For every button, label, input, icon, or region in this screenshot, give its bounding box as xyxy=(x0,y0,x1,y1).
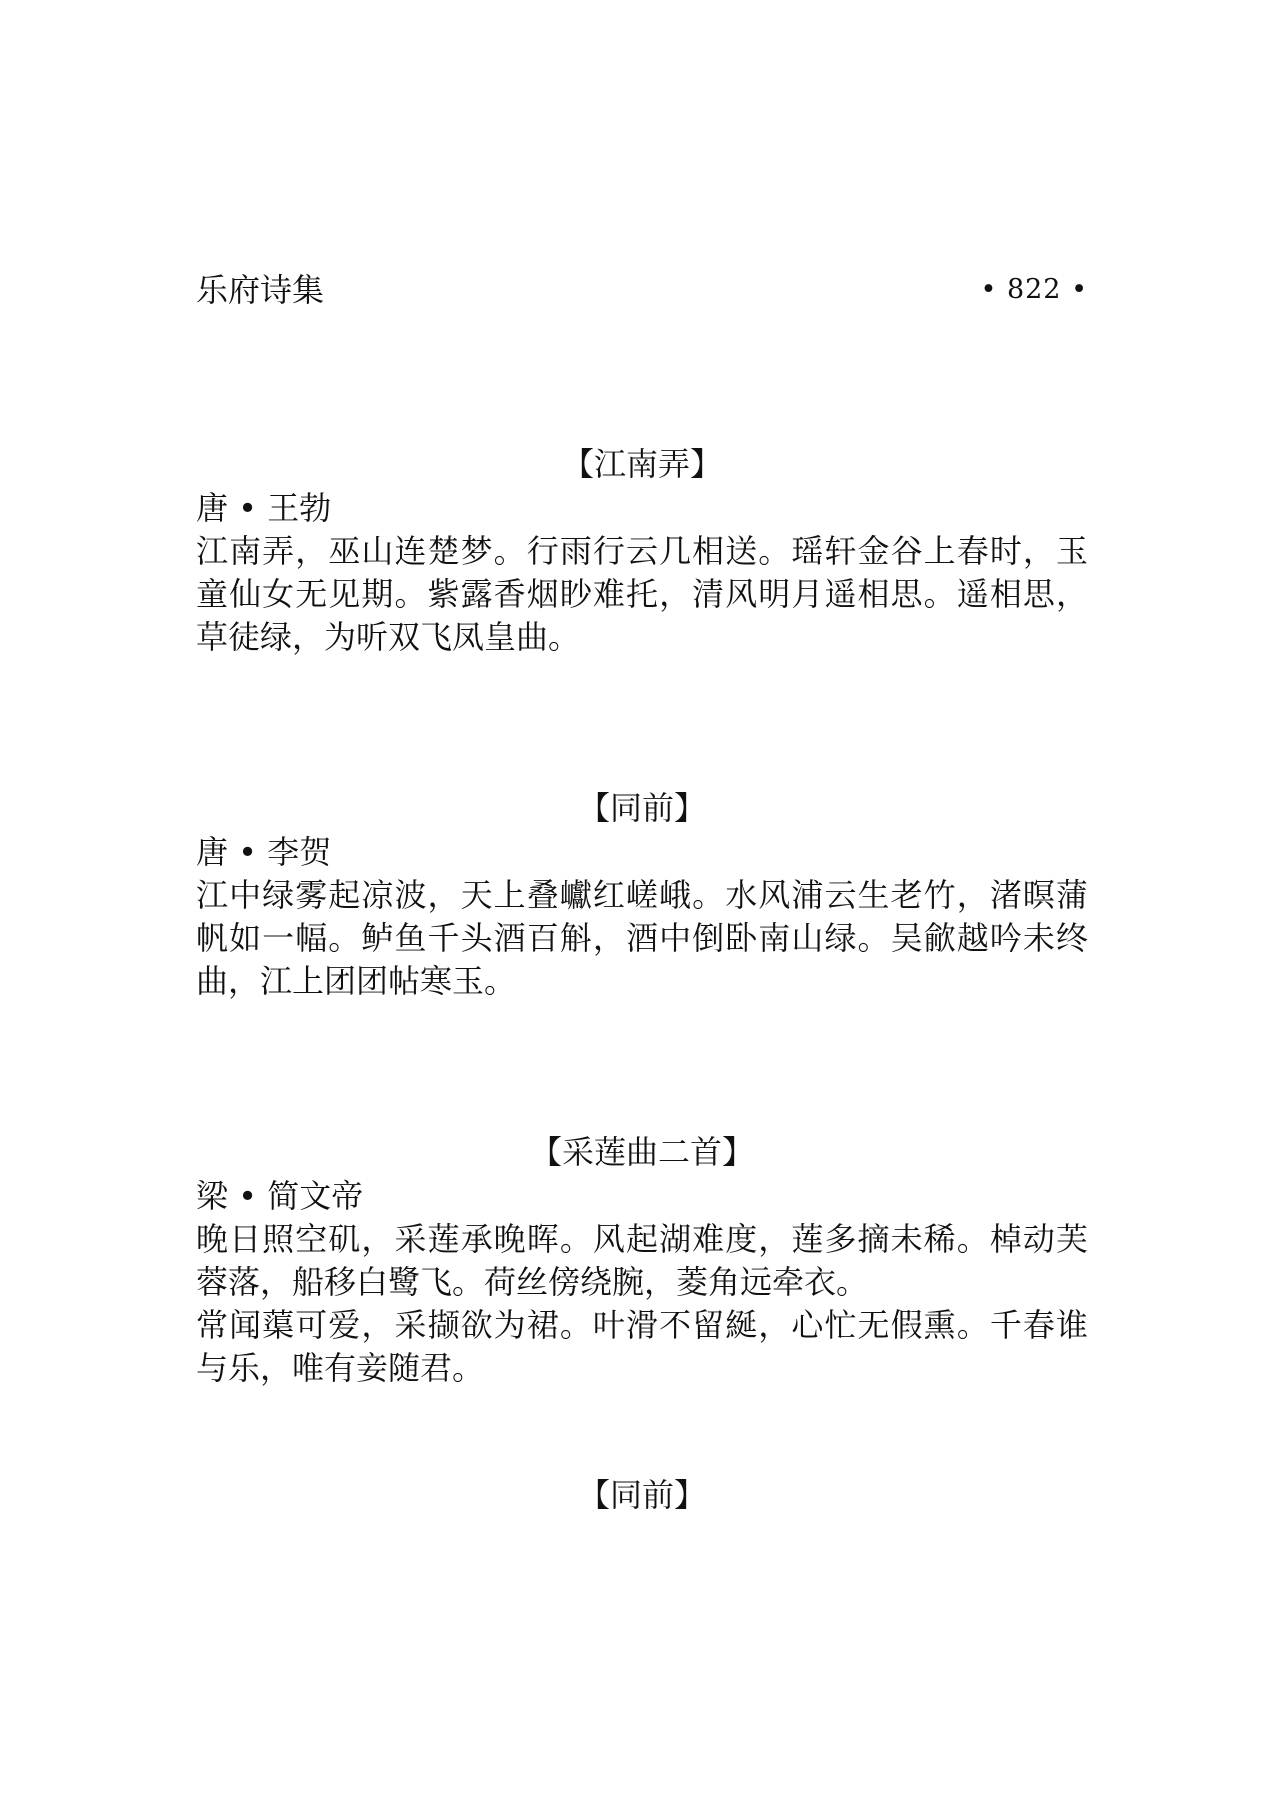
poem-author: 梁 • 简文帝 xyxy=(196,1177,364,1215)
poem-title: 【江南弄】 xyxy=(561,445,722,483)
poem-author: 唐 • 王勃 xyxy=(196,489,332,527)
poem-body xyxy=(196,874,1088,1003)
poem-paragraph: 江中绿雾起凉波，天上叠巘红嵯峨。水风浦云生老竹，渚暝蒲帆如一幅。鲈鱼千头酒百斛，酒中倒卧南山绿。吴歈越吟未终曲，江上团团帖寒玉。 xyxy=(196,876,1088,1000)
page-number: • 822 • xyxy=(980,274,1088,305)
page-header xyxy=(196,268,1088,312)
poem-paragraph: 江南弄，巫山连楚梦。行雨行云几相送。瑶轩金谷上春时，玉童仙女无见期。紫露香烟眇难托，清风明月遥相思。遥相思，草徒绿，为听双飞凤皇曲。 xyxy=(196,532,1088,656)
poem-section xyxy=(196,786,1088,1003)
poem-body xyxy=(196,1218,1088,1390)
poem-section xyxy=(196,1473,1088,1517)
poem-section xyxy=(196,442,1088,659)
book-title: 乐府诗集 xyxy=(196,271,325,309)
poem-section xyxy=(196,1130,1088,1390)
poem-title: 【同前】 xyxy=(577,1476,706,1514)
poem-author: 唐 • 李贺 xyxy=(196,833,332,871)
poem-paragraph: 晚日照空矶，采莲承晚晖。风起湖难度，莲多摘未稀。棹动芙蓉落，船移白鹭飞。荷丝傍绕腕，菱角远牵衣。 xyxy=(196,1220,1088,1301)
poem-title: 【同前】 xyxy=(577,789,706,827)
poem-title: 【采莲曲二首】 xyxy=(529,1133,754,1171)
poem-body xyxy=(196,530,1088,659)
poem-paragraph: 常闻蕖可爱，采撷欲为裙。叶滑不留綖，心忙无假熏。千春谁与乐，唯有妾随君。 xyxy=(196,1306,1088,1387)
